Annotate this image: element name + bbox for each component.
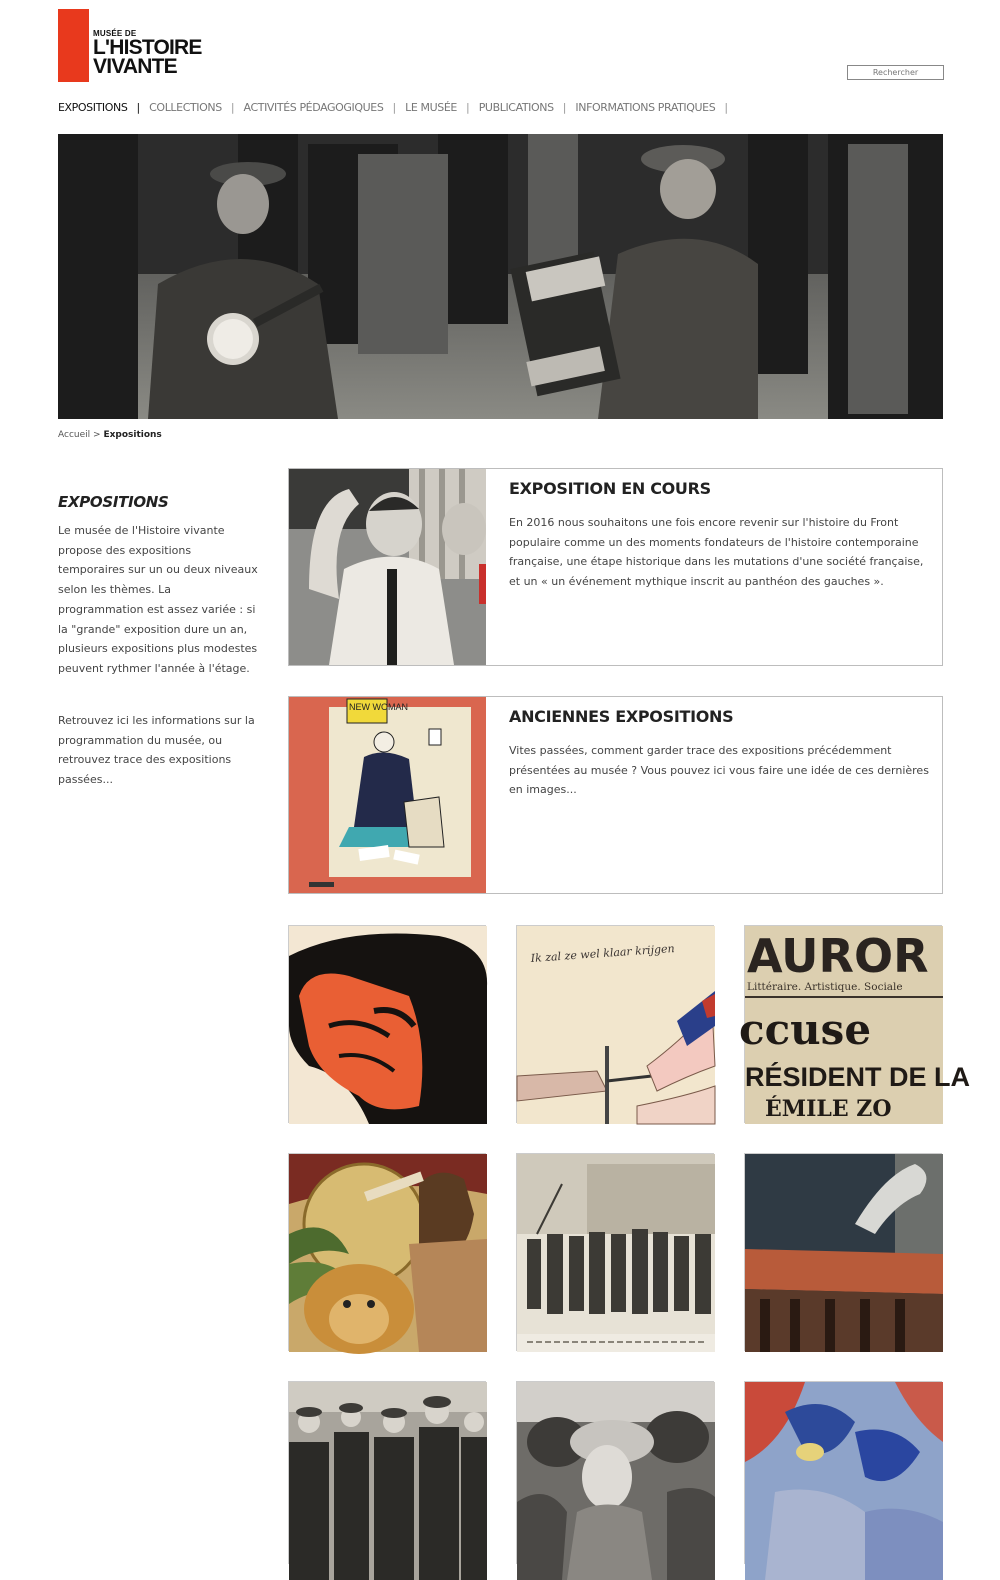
nav-separator: |: [562, 101, 567, 114]
nav-separator: |: [392, 101, 397, 114]
exhibition-thumbnail[interactable]: [288, 1153, 486, 1351]
past-exhibitions-card[interactable]: [288, 696, 943, 894]
logo-small-text: MUSÉE DE: [93, 29, 137, 38]
nav-separator: |: [230, 101, 235, 114]
exhibition-thumbnail[interactable]: [744, 1153, 942, 1351]
logo[interactable]: [93, 30, 202, 76]
exhibition-thumbnail[interactable]: [516, 1153, 714, 1351]
current-exhibition-description: En 2016 nous souhaitons une fois encore revenir sur l'histoire du Front populaire comme un des moments fondateurs de l'histoire contemporaine française, une étape historique dans les mutations d'une société française, et un « un événement mythique inscrit au panthéon des gauches ».: [509, 516, 924, 589]
past-exhibitions-title[interactable]: ANCIENNES EXPOSITIONS: [509, 707, 734, 726]
logo-red-bar[interactable]: [58, 9, 89, 82]
exhibition-thumbnail[interactable]: [744, 1381, 942, 1564]
nav-item-informations-pratiques[interactable]: INFORMATIONS PRATIQUES: [575, 101, 716, 114]
thumbnail-newspaper-headline: AUROR: [747, 929, 929, 983]
nav-item-le-musee[interactable]: LE MUSÉE: [405, 101, 457, 114]
sidebar-secondary-paragraph: Retrouvez ici les informations sur la programmation du musée, ou retrouvez trace des expositions passées...: [58, 714, 255, 787]
logo-line-2: VIVANTE: [93, 55, 177, 78]
sidebar-intro-paragraph: Le musée de l'Histoire vivante propose des expositions temporaires sur un ou deux niveaux selon les thèmes. La programmation est assez variée : si la "grande" exposition dure un an, plusieurs expositions plus modestes peuvent rythmer l'année à l'étage.: [58, 524, 258, 675]
poster-title-text: NEW WOMAN: [349, 702, 408, 712]
main-nav: [58, 101, 737, 114]
hero-banner-photo: [58, 134, 943, 419]
exhibition-thumbnail[interactable]: [288, 1381, 486, 1564]
current-exhibition-photo: [289, 469, 486, 665]
search-input[interactable]: [847, 65, 944, 80]
exhibition-thumbnail[interactable]: [516, 1381, 714, 1564]
thumbnail-newspaper-line-3: RÉSIDENT DE LA: [745, 1062, 971, 1092]
current-exhibition-title[interactable]: EXPOSITION EN COURS: [509, 479, 711, 498]
exhibition-thumbnail[interactable]: [288, 925, 486, 1123]
thumbnail-caption: Ik zal ze wel klaar krijgen: [530, 941, 676, 965]
breadcrumb-home-link[interactable]: Accueil: [58, 430, 91, 440]
exhibition-thumbnail[interactable]: [739, 925, 971, 1123]
breadcrumb-separator: >: [93, 430, 101, 440]
nav-separator: |: [136, 101, 141, 114]
nav-item-activites-pedagogiques[interactable]: ACTIVITÉS PÉDAGOGIQUES: [243, 101, 384, 114]
past-exhibitions-description: Vites passées, comment garder trace des expositions précédemment présentées au musée ? Vous pouvez ici vous faire une idée de ces dernières en images...: [509, 744, 929, 797]
thumbnail-newspaper-big-word: ccuse: [739, 1005, 872, 1054]
nav-separator: |: [465, 101, 470, 114]
thumbnail-newspaper-subline: Littéraire. Artistique. Sociale: [747, 981, 903, 993]
breadcrumb-current: Expositions: [103, 430, 162, 440]
logo-line-1: L'HISTOIRE: [93, 36, 202, 59]
nav-item-publications[interactable]: PUBLICATIONS: [478, 101, 554, 114]
exhibition-thumbnail[interactable]: [516, 925, 714, 1123]
nav-item-collections[interactable]: COLLECTIONS: [149, 101, 222, 114]
nav-item-expositions[interactable]: EXPOSITIONS: [58, 101, 128, 114]
page-title: EXPOSITIONS: [58, 493, 169, 511]
current-exhibition-card[interactable]: [288, 468, 943, 666]
past-exhibitions-poster: [289, 697, 486, 893]
nav-separator: |: [724, 101, 729, 114]
thumbnail-newspaper-line-4: ÉMILE ZO: [765, 1096, 892, 1122]
breadcrumb: [58, 430, 162, 440]
